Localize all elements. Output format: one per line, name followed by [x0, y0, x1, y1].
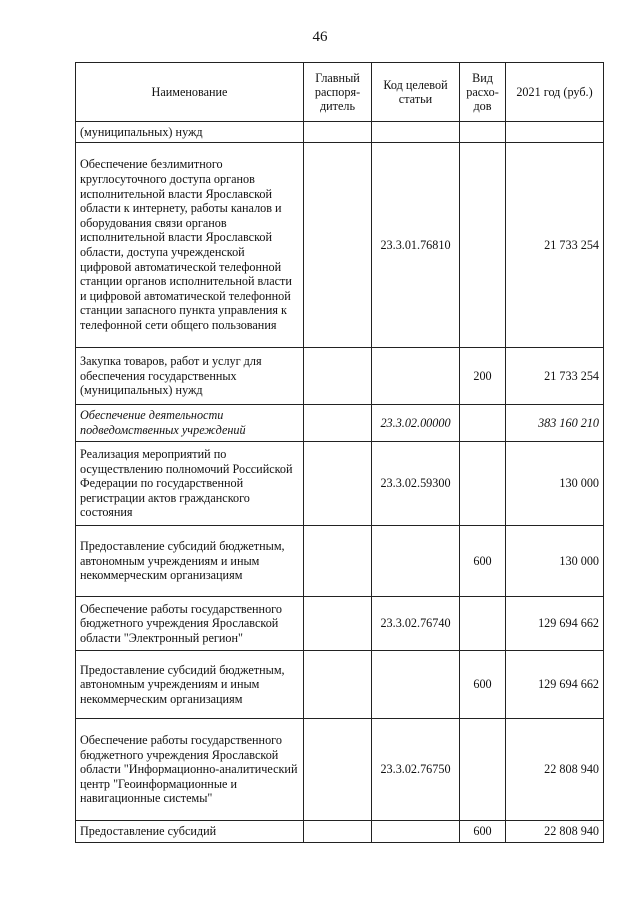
- row-expense-type: [460, 442, 506, 526]
- row-main-manager: [304, 526, 372, 597]
- row-amount: 21 733 254: [506, 143, 604, 348]
- table-row: [76, 651, 604, 719]
- row-main-manager: [304, 719, 372, 821]
- row-target-code: [372, 651, 460, 719]
- table-row: [76, 348, 604, 405]
- row-target-code: 23.3.01.76810: [372, 143, 460, 348]
- table-row: [76, 526, 604, 597]
- page-number: 46: [312, 29, 328, 45]
- row-main-manager: [304, 651, 372, 719]
- row-expense-type: 600: [460, 651, 506, 719]
- table-row: [76, 719, 604, 821]
- row-expense-type: [460, 597, 506, 651]
- row-expense-type: 600: [460, 821, 506, 843]
- row-name: Реализация мероприятий по осуществлению полномочий Российской Федерации по государственной регистрации актов гражданского состояния: [76, 442, 304, 526]
- table-row: [76, 821, 604, 843]
- row-amount: 22 808 940: [506, 821, 604, 843]
- row-target-code: [372, 526, 460, 597]
- row-target-code: [372, 821, 460, 843]
- row-amount: 21 733 254: [506, 348, 604, 405]
- row-main-manager: [304, 405, 372, 442]
- row-expense-type: [460, 143, 506, 348]
- row-name: Обеспечение работы государственного бюджетного учреждения Ярославской области "Электронный регион": [76, 597, 304, 651]
- row-expense-type: [460, 122, 506, 143]
- row-name: (муниципальных) нужд: [76, 122, 304, 143]
- row-name: Обеспечение деятельности подведомственных учреждений: [76, 405, 304, 442]
- row-name: Предоставление субсидий бюджетным, автономным учреждениям и иным некоммерческим организациям: [76, 651, 304, 719]
- row-target-code: [372, 348, 460, 405]
- row-target-code: 23.3.02.59300: [372, 442, 460, 526]
- row-amount: 22 808 940: [506, 719, 604, 821]
- header-target-code: Код целевой статьи: [372, 63, 460, 122]
- header-name: Наименование: [76, 63, 304, 122]
- row-amount: 383 160 210: [506, 405, 604, 442]
- budget-table: [75, 62, 604, 843]
- row-main-manager: [304, 821, 372, 843]
- table-row: [76, 122, 604, 143]
- row-main-manager: [304, 442, 372, 526]
- row-name: Обеспечение работы государственного бюджетного учреждения Ярославской области "Информационно-аналитический центр "Геоинформационные и навигационные системы": [76, 719, 304, 821]
- header-expense-type: Вид расхо-дов: [460, 63, 506, 122]
- row-main-manager: [304, 122, 372, 143]
- row-amount: 129 694 662: [506, 651, 604, 719]
- row-main-manager: [304, 597, 372, 651]
- row-amount: 130 000: [506, 442, 604, 526]
- row-main-manager: [304, 348, 372, 405]
- row-expense-type: [460, 405, 506, 442]
- row-target-code: 23.3.02.00000: [372, 405, 460, 442]
- row-target-code: [372, 122, 460, 143]
- table-row: [76, 597, 604, 651]
- row-target-code: 23.3.02.76740: [372, 597, 460, 651]
- row-amount: 129 694 662: [506, 597, 604, 651]
- row-expense-type: [460, 719, 506, 821]
- table-row: [76, 442, 604, 526]
- row-amount: [506, 122, 604, 143]
- header-main-manager: Главный распоря-дитель: [304, 63, 372, 122]
- row-main-manager: [304, 143, 372, 348]
- table-row: [76, 405, 604, 442]
- row-expense-type: 600: [460, 526, 506, 597]
- table-row: [76, 143, 604, 348]
- row-target-code: 23.3.02.76750: [372, 719, 460, 821]
- row-amount: 130 000: [506, 526, 604, 597]
- row-name: Предоставление субсидий: [76, 821, 304, 843]
- row-name: Обеспечение безлимитного круглосуточного доступа органов исполнительной власти Ярославской области к интернету, работы каналов и оборудования связи органов исполнительной власти Ярославской области, доступа учрежденской цифровой автоматической телефонной станции органов исполнительной власти и цифровой автоматической телефонной станции запасного пункта управления к телефонной сети общего пользования: [76, 143, 304, 348]
- row-name: Закупка товаров, работ и услуг для обеспечения государственных (муниципальных) нужд: [76, 348, 304, 405]
- row-name: Предоставление субсидий бюджетным, автономным учреждениям и иным некоммерческим организациям: [76, 526, 304, 597]
- row-expense-type: 200: [460, 348, 506, 405]
- table-header-row: [76, 63, 604, 122]
- header-year-amount: 2021 год (руб.): [506, 63, 604, 122]
